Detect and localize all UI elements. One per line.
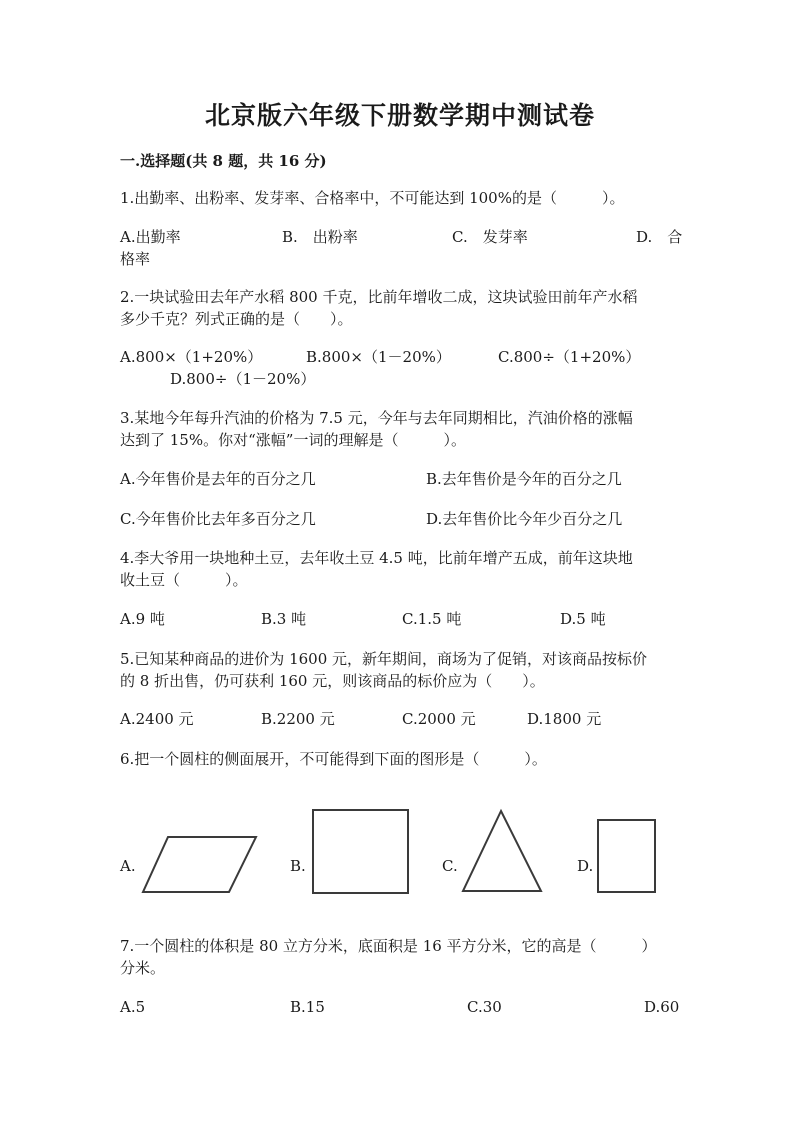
question-3-option-d: D.去年售价比今年少百分之几 (426, 510, 623, 528)
parallelogram-shape (143, 837, 256, 892)
question-6-option-c: C. (442, 857, 458, 875)
question-2-option-a: A.800×（1+20%） (120, 348, 263, 366)
triangle-shape (463, 811, 541, 891)
question-2-option-b: B.800×（1－20%） (306, 348, 451, 366)
rectangle-shape (598, 820, 655, 892)
page-title: 北京版六年级下册数学期中测试卷 (204, 101, 595, 130)
question-4-option-b: B.3 吨 (261, 610, 307, 628)
question-7-option-d: D.60 (644, 998, 680, 1016)
question-2-option-c: C.800÷（1+20%） (498, 348, 641, 366)
question-1-option-d-cont: 格率 (120, 250, 151, 268)
question-2-text-line-1: 2.一块试验田去年产水稻 800 千克，比前年增收二成，这块试验田前年产水稻 (120, 288, 638, 306)
square-shape (313, 810, 408, 893)
section-heading: 一.选择题(共 8 题，共 16 分) (120, 152, 327, 170)
question-3-option-a: A.今年售价是去年的百分之几 (120, 470, 316, 488)
question-6-text: 6.把一个圆柱的侧面展开，不可能得到下面的图形是（ ）。 (120, 750, 547, 768)
question-7-text-line-2: 分米。 (120, 959, 166, 977)
question-1-text: 1.出勤率、出粉率、发芽率、合格率中，不可能达到 100%的是（ ）。 (120, 189, 625, 207)
question-1-option-a: A.出勤率 (120, 228, 181, 246)
question-4-text-line-1: 4.李大爷用一块地种土豆，去年收土豆 4.5 吨，比前年增产五成，前年这块地 (120, 549, 633, 567)
question-4-option-c: C.1.5 吨 (402, 610, 462, 628)
question-2-text-line-2: 多少千克？列式正确的是（ ）。 (120, 310, 353, 328)
question-5-option-c: C.2000 元 (402, 710, 476, 728)
question-4-option-a: A.9 吨 (120, 610, 165, 628)
question-1-option-d: D. 合 (636, 228, 683, 246)
question-1-option-b: B. 出粉率 (282, 228, 358, 246)
question-5-option-d: D.1800 元 (527, 710, 602, 728)
question-3-option-b: B.去年售价是今年的百分之几 (426, 470, 622, 488)
question-5-option-b: B.2200 元 (261, 710, 335, 728)
question-4-text-line-2: 收土豆（ ）。 (120, 571, 248, 589)
question-2-option-d: D.800÷（1－20%） (170, 370, 316, 388)
question-3-text-line-1: 3.某地今年每升汽油的价格为 7.5 元，今年与去年同期相比，汽油价格的涨幅 (120, 409, 633, 427)
question-7-option-b: B.15 (290, 998, 325, 1016)
question-6-option-b: B. (290, 857, 306, 875)
question-1-option-c: C. 发芽率 (452, 228, 528, 246)
question-6-option-a: A. (120, 857, 136, 875)
question-6-option-d: D. (577, 857, 594, 875)
question-3-option-c: C.今年售价比去年多百分之几 (120, 510, 316, 528)
question-4-option-d: D.5 吨 (560, 610, 606, 628)
question-5-text-line-1: 5.已知某种商品的进价为 1600 元，新年期间，商场为了促销，对该商品按标价 (120, 650, 648, 668)
question-7-option-a: A.5 (120, 998, 146, 1016)
question-7-text-line-1: 7.一个圆柱的体积是 80 立方分米，底面积是 16 平方分米，它的高是（ ） (120, 937, 657, 955)
question-5-option-a: A.2400 元 (120, 710, 194, 728)
question-5-text-line-2: 的 8 折出售，仍可获利 160 元，则该商品的标价应为（ ）。 (120, 672, 545, 690)
question-3-text-line-2: 达到了 15%。你对“涨幅”一词的理解是（ ）。 (120, 431, 466, 449)
question-7-option-c: C.30 (467, 998, 502, 1016)
